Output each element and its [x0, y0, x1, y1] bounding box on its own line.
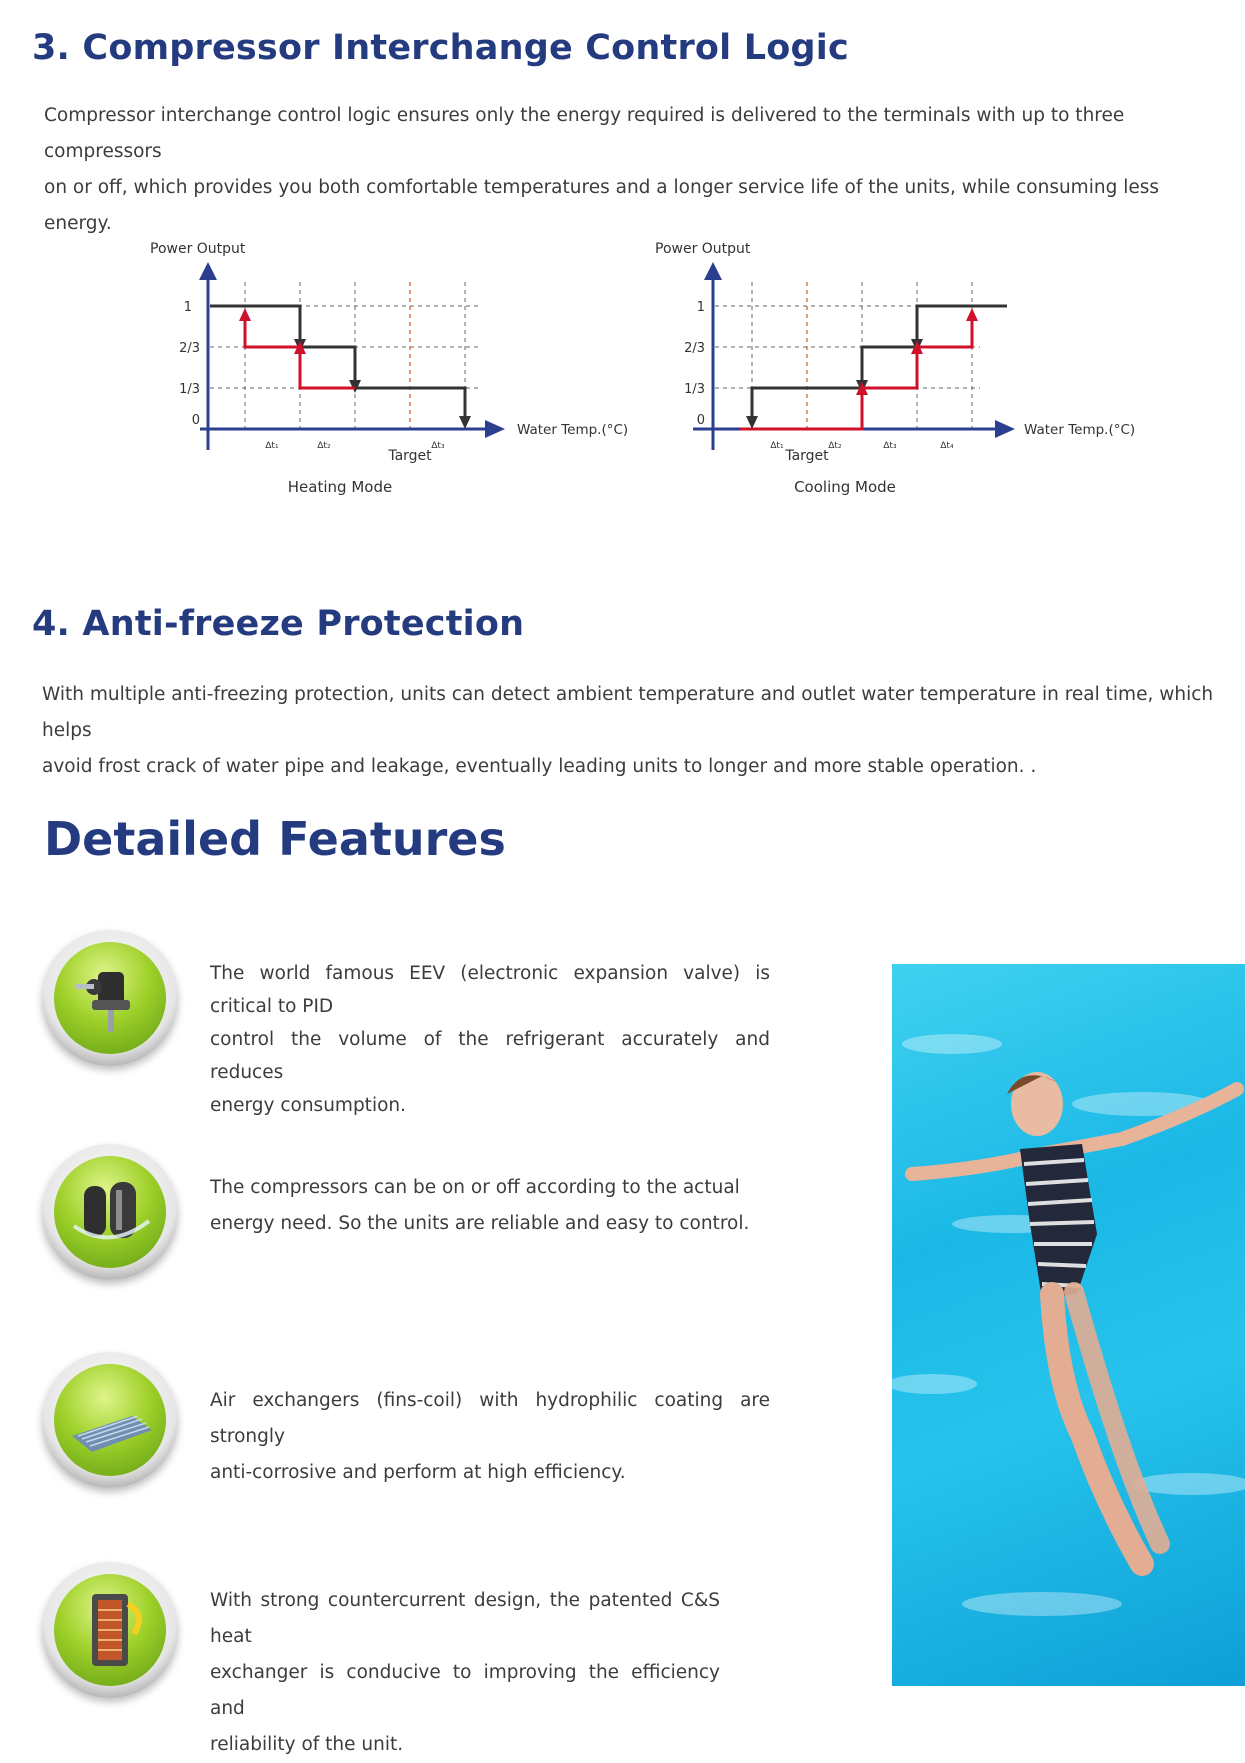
cooling-arrow-down-3 — [746, 416, 758, 429]
heating-x-arrow — [485, 420, 505, 438]
feature-eev-line3: energy consumption. — [210, 1095, 407, 1116]
heating-ytick-23: 2/3 — [179, 341, 200, 356]
feature-hx-line3: reliability of the unit. — [210, 1734, 404, 1755]
feature-eev-line2: control the volume of the refrigerant accurately and reduces — [210, 1029, 770, 1083]
feature-text-eev — [210, 957, 770, 1122]
heating-xtick-target: Target — [388, 448, 432, 464]
heating-chart-title: Heating Mode — [287, 478, 393, 496]
heating-xtick-t2: ∆t₂ — [317, 441, 331, 451]
detailed-features-heading: Detailed Features — [44, 812, 506, 866]
cooling-mode-chart — [645, 230, 1165, 504]
cooling-ytick-1: 1 — [696, 300, 705, 315]
heating-arrow-up-2 — [239, 308, 251, 321]
compressor-paragraph — [44, 98, 1224, 242]
pool-swimmer-photo — [892, 964, 1245, 1686]
cooling-y-axis-label: Power Output — [655, 241, 751, 257]
heating-y-axis-label: Power Output — [150, 241, 246, 257]
feature-text-fins-coil — [210, 1383, 770, 1491]
cooling-xtick-t1: ∆t₁ — [770, 441, 784, 451]
cooling-series-decreasing — [752, 306, 1007, 424]
heating-x-axis-label: Water Temp.(°C) — [517, 422, 629, 438]
cooling-xtick-t2: ∆t₂ — [828, 441, 842, 451]
heating-xtick-t3: ∆t₃ — [431, 441, 445, 451]
cooling-series-increasing — [740, 312, 972, 429]
feature-compressors-line2: energy need. So the units are reliable and easy to control. — [210, 1213, 750, 1234]
heating-y-arrow — [199, 262, 217, 280]
antifreeze-paragraph-line2: avoid frost crack of water pipe and leakage, eventually leading units to longer and more stable operation. . — [42, 756, 1037, 777]
heating-mode-chart — [140, 230, 660, 504]
compressor-paragraph-line1: Compressor interchange control logic ensures only the energy required is delivered to the terminals with up to three compressors — [44, 105, 1125, 162]
cooling-ytick-13: 1/3 — [684, 382, 705, 397]
heating-arrow-down-3 — [459, 416, 471, 429]
heating-ytick-1: 1 — [183, 300, 192, 315]
heating-ytick-13: 1/3 — [179, 382, 200, 397]
antifreeze-paragraph-line1: With multiple anti-freezing protection, units can detect ambient temperature and outlet water temperature in real time, which helps — [42, 684, 1214, 741]
cooling-xtick-t4: ∆t₄ — [940, 441, 954, 451]
feature-fins-line1: Air exchangers (fins-coil) with hydrophilic coating are strongly — [210, 1390, 770, 1447]
valve-icon — [42, 930, 178, 1066]
feature-text-compressors — [210, 1170, 770, 1242]
cooling-x-axis-label: Water Temp.(°C) — [1024, 422, 1136, 438]
cooling-y-arrow — [704, 262, 722, 280]
feature-hx-line1: With strong countercurrent design, the patented C&S heat — [210, 1590, 720, 1647]
antifreeze-paragraph — [42, 677, 1237, 785]
cooling-xtick-target: Target — [785, 448, 829, 464]
cooling-x-arrow — [995, 420, 1015, 438]
heating-xtick-t1: ∆t₁ — [265, 441, 279, 451]
cooling-ytick-23: 2/3 — [684, 341, 705, 356]
compressor-paragraph-line2: on or off, which provides you both comfortable temperatures and a longer service life of the units, while consuming less energy. — [44, 177, 1159, 234]
heating-series-decreasing — [210, 306, 465, 424]
heating-ytick-0: 0 — [191, 413, 200, 428]
section-heading-compressor: 3. Compressor Interchange Control Logic — [32, 28, 849, 68]
heat-exchanger-icon — [42, 1562, 178, 1698]
feature-hx-line2: exchanger is conducive to improving the efficiency and — [210, 1662, 720, 1719]
cooling-chart-title: Cooling Mode — [794, 478, 896, 496]
cooling-xtick-t3: ∆t₃ — [883, 441, 897, 451]
cooling-ytick-0: 0 — [696, 413, 705, 428]
feature-compressors-line1: The compressors can be on or off according to the actual — [210, 1177, 740, 1198]
feature-eev-line1: The world famous EEV (electronic expansion valve) is critical to PID — [210, 963, 770, 1017]
feature-fins-line2: anti-corrosive and perform at high efficiency. — [210, 1462, 626, 1483]
cooling-arrow-up-3 — [966, 308, 978, 321]
feature-text-heat-exchanger — [210, 1583, 720, 1763]
fin-coil-icon — [42, 1352, 178, 1488]
section-heading-antifreeze: 4. Anti-freeze Protection — [32, 604, 525, 644]
compressor-icon — [42, 1144, 178, 1280]
